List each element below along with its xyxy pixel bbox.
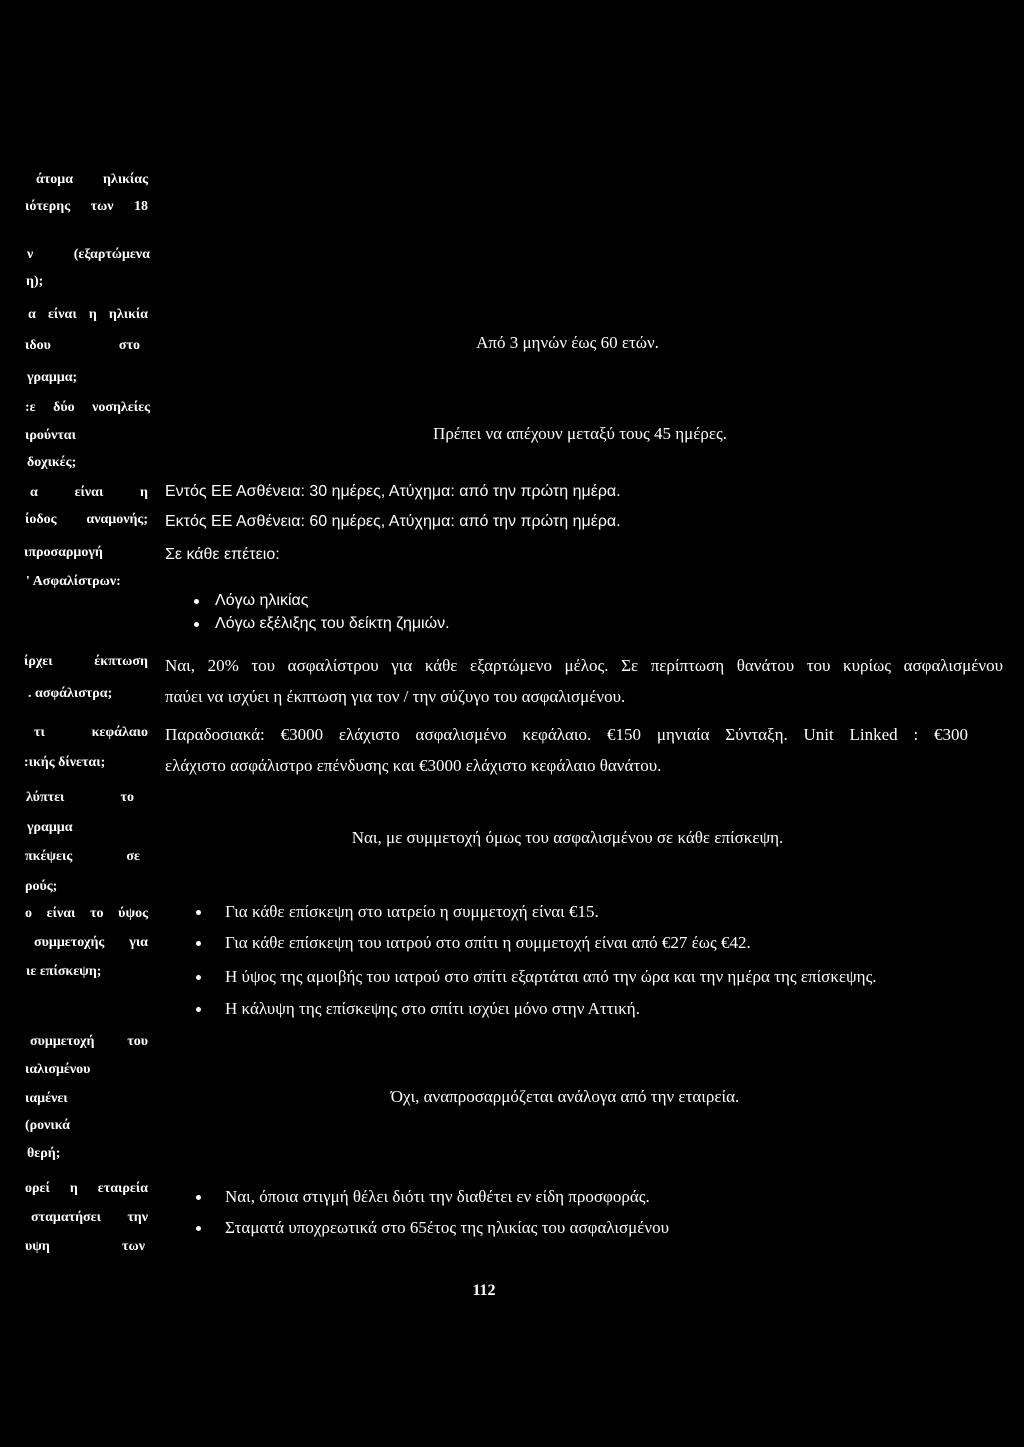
age-range-answer: Από 3 μηνών έως 60 ετών. bbox=[476, 333, 659, 352]
question-line: συμμετοχής για bbox=[34, 935, 148, 950]
bullet-icon bbox=[196, 975, 201, 980]
question-line: :ε δύο νοσηλείες bbox=[25, 400, 150, 415]
waiting-period-outside-eu: Εκτός ΕΕ Ασθένεια: 60 ημέρες, Ατύχημα: από την πρώτη ημέρα. bbox=[165, 513, 621, 530]
question-line: θερή; bbox=[27, 1146, 61, 1161]
question-line: η); bbox=[26, 274, 44, 289]
bullet-icon bbox=[194, 622, 199, 627]
list-item bbox=[194, 614, 994, 634]
list-item-text: Λόγω ηλικίας bbox=[215, 592, 309, 609]
list-item-text: Για κάθε επίσκεψη στο ιατρείο η συμμετοχή είναι €15. bbox=[225, 902, 599, 921]
question-line: :ικής δίνεται; bbox=[24, 755, 106, 770]
question-line: α είναι η ηλικία bbox=[28, 307, 148, 322]
question-line: τι κεφάλαιο bbox=[34, 725, 148, 740]
question-line: α είναι η bbox=[30, 485, 148, 500]
question-line: ίρχει έκπτωση bbox=[24, 654, 148, 669]
list-item-text: Η κάλυψη της επίσκεψης στο σπίτι ισχύει μόνο στην Αττική. bbox=[225, 999, 640, 1018]
premium-adjustment-intro: Σε κάθε επέτειο: bbox=[165, 546, 280, 563]
list-item bbox=[196, 1218, 996, 1238]
waiting-period-inside-eu: Εντός ΕΕ Ασθένεια: 30 ημέρες, Ατύχημα: από την πρώτη ημέρα. bbox=[165, 483, 621, 500]
family-discount-line: Ναι, 20% του ασφαλίστρου για κάθε εξαρτώμενο μέλος. Σε περίπτωση θανάτου του κυρίως ασφαλισμένου bbox=[165, 656, 1003, 675]
question-line: ' Ασφαλίστρων: bbox=[26, 574, 121, 589]
list-item bbox=[196, 902, 996, 922]
question-line: ν (εξαρτώμενα bbox=[27, 247, 150, 262]
question-line: συμμετοχή του bbox=[30, 1034, 148, 1049]
page-number: 112 bbox=[472, 1282, 496, 1299]
question-line: ιπροσαρμογή bbox=[24, 545, 103, 560]
question-line: ιρούνται bbox=[25, 428, 76, 443]
question-line: ιε επίσκεψη; bbox=[26, 964, 102, 979]
family-discount-line: παύει να ισχύει η έκπτωση για τον / την σύζυγο του ασφαλισμένου. bbox=[165, 687, 626, 706]
question-line: ίοδος αναμονής; bbox=[25, 512, 148, 527]
question-line: . ασφάλιστρα; bbox=[28, 686, 113, 701]
question-line: λύπτει το bbox=[26, 790, 134, 805]
question-line: γραμμα; bbox=[27, 370, 78, 385]
question-line: σταματήσει την bbox=[31, 1210, 148, 1225]
list-item-text: Η ύψος της αμοιβής του ιατρού στο σπίτι εξαρτάται από την ώρα και την ημέρα της επίσκεψης. bbox=[225, 967, 877, 986]
minimum-capital-line: Παραδοσιακά: €3000 ελάχιστο ασφαλισμένο κεφάλαιο. €150 μηνιαία Σύνταξη. Unit Linked : €300 bbox=[165, 725, 968, 744]
bullet-icon bbox=[196, 1195, 201, 1200]
question-line: γραμμα bbox=[27, 820, 73, 835]
list-item bbox=[196, 967, 996, 987]
question-line: πκέψεις σε bbox=[25, 849, 140, 864]
question-line: ιδου στο bbox=[25, 338, 140, 353]
list-item-text: Σταματά υποχρεωτικά στο 65έτος της ηλικίας του ασφαλισμένου bbox=[225, 1218, 670, 1237]
question-line: (ρονικά bbox=[25, 1118, 70, 1133]
bullet-icon bbox=[196, 1226, 201, 1231]
list-item bbox=[196, 999, 996, 1019]
hospitalization-interval-answer: Πρέπει να απέχουν μεταξύ τους 45 ημέρες. bbox=[433, 424, 727, 443]
question-line: ο είναι το ύψος bbox=[25, 906, 148, 921]
list-item bbox=[196, 1187, 996, 1207]
question-line: ιότερης των 18 bbox=[25, 199, 148, 214]
question-line: ορεί η εταιρεία bbox=[25, 1181, 148, 1196]
copayment-fixed-answer: Όχι, αναπροσαρμόζεται ανάλογα από την εταιρεία. bbox=[390, 1087, 740, 1106]
bullet-icon bbox=[196, 1007, 201, 1012]
list-item bbox=[196, 933, 996, 953]
list-item-text: Ναι, όποια στιγμή θέλει διότι την διαθέτει εν είδη προσφοράς. bbox=[225, 1187, 650, 1206]
question-line: ιαμένει bbox=[25, 1091, 68, 1106]
question-line: ρούς; bbox=[25, 879, 58, 894]
home-visits-answer: Ναι, με συμμετοχή όμως του ασφαλισμένου σε κάθε επίσκεψη. bbox=[351, 828, 784, 847]
minimum-capital-line: ελάχιστο ασφάλιστρο επένδυσης και €3000 ελάχιστο κεφάλαιο θανάτου. bbox=[165, 756, 662, 775]
list-item-text: Λόγω εξέλιξης του δείκτη ζημιών. bbox=[215, 615, 450, 632]
question-line: ιαλισμένου bbox=[25, 1062, 91, 1077]
list-item-text: Για κάθε επίσκεψη του ιατρού στο σπίτι η συμμετοχή είναι από €27 έως €42. bbox=[225, 933, 751, 952]
question-line: δοχικές; bbox=[27, 455, 77, 470]
bullet-icon bbox=[196, 941, 201, 946]
bullet-icon bbox=[196, 910, 201, 915]
list-item bbox=[194, 591, 994, 611]
bullet-icon bbox=[194, 599, 199, 604]
question-line: άτομα ηλικίας bbox=[36, 172, 148, 187]
question-line: υψη των bbox=[25, 1239, 145, 1254]
